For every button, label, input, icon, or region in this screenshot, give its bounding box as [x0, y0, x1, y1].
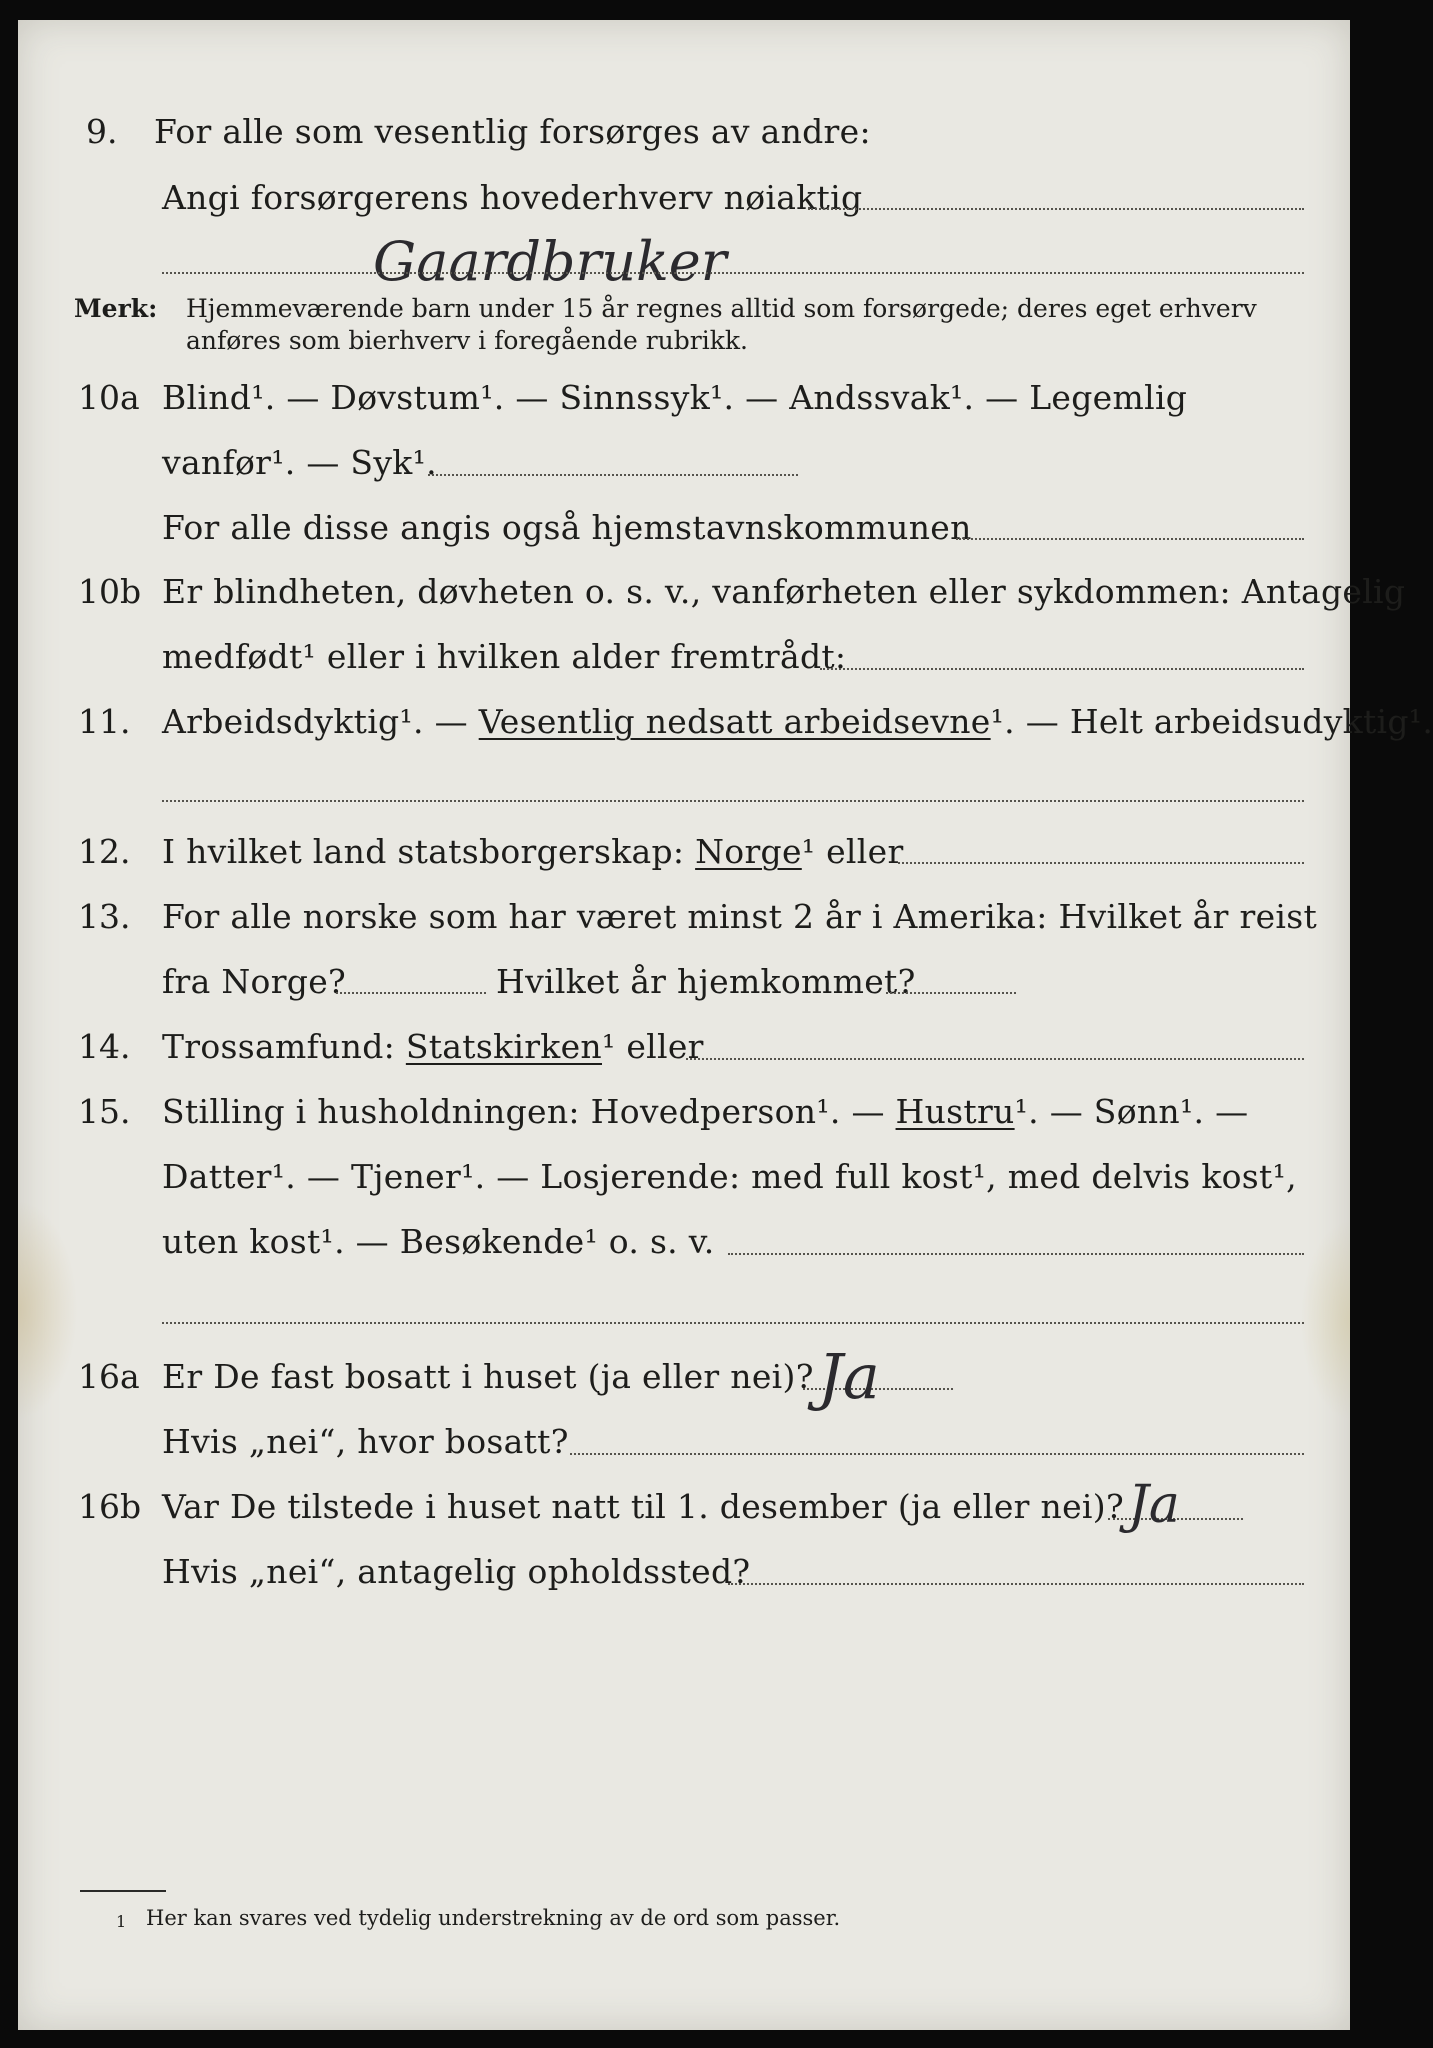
q10b-line1: Er blindheten, døvheten o. s. v., vanførheten eller sykdommen: Antagelig	[162, 572, 1406, 611]
q14-part1: Trossamfund:	[162, 1027, 406, 1066]
answer-line	[162, 272, 1304, 274]
answer-line	[162, 800, 1304, 802]
q10a-line3: For alle disse angis også hjemstavnskommunen	[162, 508, 972, 547]
footnote-marker: 1	[116, 1912, 127, 1931]
q10b-line2: medfødt¹ eller i hvilken alder fremtrådt:	[162, 637, 847, 676]
q13-line1: For alle norske som har været minst 2 år i Amerika: Hvilket år reist	[162, 897, 1318, 936]
handwritten-answer: Ja	[1128, 1475, 1180, 1535]
handwritten-answer: Ja	[818, 1340, 880, 1413]
merk-label: Merk:	[74, 294, 158, 323]
q10a-line1: Blind¹. — Døvstum¹. — Sinnssyk¹. — Andssvak¹. — Legemlig	[162, 378, 1188, 417]
answer-line	[898, 862, 1304, 864]
question-number: 15.	[78, 1092, 131, 1131]
q12-part1: I hvilket land statsborgerskap:	[162, 832, 696, 871]
q15-line1a: Stilling i husholdningen: Hovedperson¹. —	[162, 1092, 896, 1131]
footnote-rule	[80, 1890, 166, 1892]
answer-line	[956, 538, 1304, 540]
q16b-line1: Var De tilstede i huset natt til 1. desember (ja eller nei)?	[162, 1487, 1124, 1526]
q14-underlined-answer: Statskirken	[405, 1027, 602, 1066]
answer-line	[162, 1322, 1304, 1324]
q16a-line2: Hvis „nei“, hvor bosatt?	[162, 1422, 569, 1461]
q13-line2a: fra Norge?	[162, 962, 347, 1001]
question-number: 10b	[78, 572, 142, 611]
question-number: 16b	[78, 1487, 142, 1526]
paper-stain	[18, 1200, 78, 1420]
q12-underlined-answer: Norge	[695, 832, 802, 871]
footnote-text: Her kan svares ved tydelig understrekning av de ord som passer.	[146, 1906, 841, 1930]
answer-line	[336, 992, 486, 994]
handwritten-answer: Gaardbruker	[373, 230, 727, 293]
q12-line	[162, 832, 904, 872]
question-number: 11.	[78, 702, 131, 741]
q12-part2: ¹ eller	[801, 832, 904, 871]
q11-part1: Arbeidsdyktig¹. —	[162, 702, 479, 741]
q15-line2: Datter¹. — Tjener¹. — Losjerende: med full kost¹, med delvis kost¹,	[162, 1157, 1297, 1196]
q15-line3: uten kost¹. — Besøkende¹ o. s. v.	[162, 1222, 715, 1261]
q15-line1b: ¹. — Sønn¹. —	[1014, 1092, 1249, 1131]
answer-line	[686, 1058, 1304, 1060]
question-number: 9.	[86, 112, 118, 151]
merk-line1: Hjemmeværende barn under 15 år regnes alltid som forsørgede; deres eget erhverv	[186, 294, 1257, 323]
merk-line2: anføres som bierhverv i foregående rubrikk.	[186, 326, 748, 355]
answer-line	[808, 208, 1304, 210]
answer-line	[570, 1453, 1304, 1455]
q15-line1	[162, 1092, 1248, 1132]
q16b-line2: Hvis „nei“, antagelig opholdssted?	[162, 1552, 751, 1591]
answer-line	[428, 474, 798, 476]
q10a-line2: vanfør¹. — Syk¹.	[162, 443, 437, 482]
question-number: 12.	[78, 832, 131, 871]
q11-part3: ¹. — Helt arbeidsudyktig¹.	[990, 702, 1433, 741]
question-number: 16a	[78, 1357, 140, 1396]
answer-line	[886, 992, 1016, 994]
question-number: 14.	[78, 1027, 131, 1066]
q14-line	[162, 1027, 704, 1067]
q16a-line1: Er De fast bosatt i huset (ja eller nei)?	[162, 1357, 814, 1396]
q9-line1: For alle som vesentlig forsørges av andre:	[154, 112, 871, 151]
q14-part2: ¹ eller	[602, 1027, 704, 1066]
q15-underlined-answer: Hustru	[895, 1092, 1015, 1131]
q9-line2: Angi forsørgerens hovederhverv nøiaktig	[162, 178, 863, 217]
question-number: 13.	[78, 897, 131, 936]
paper-stain	[1300, 1220, 1350, 1420]
answer-line	[728, 1583, 1304, 1585]
census-form-page	[18, 20, 1433, 2030]
q13-line2b: Hvilket år hjemkommet?	[496, 962, 916, 1001]
answer-line	[820, 668, 1304, 670]
answer-line	[728, 1253, 1304, 1255]
q11-underlined-answer: Vesentlig nedsatt arbeidsevne	[478, 702, 991, 741]
q11-line	[162, 702, 1433, 742]
question-number: 10a	[78, 378, 140, 417]
